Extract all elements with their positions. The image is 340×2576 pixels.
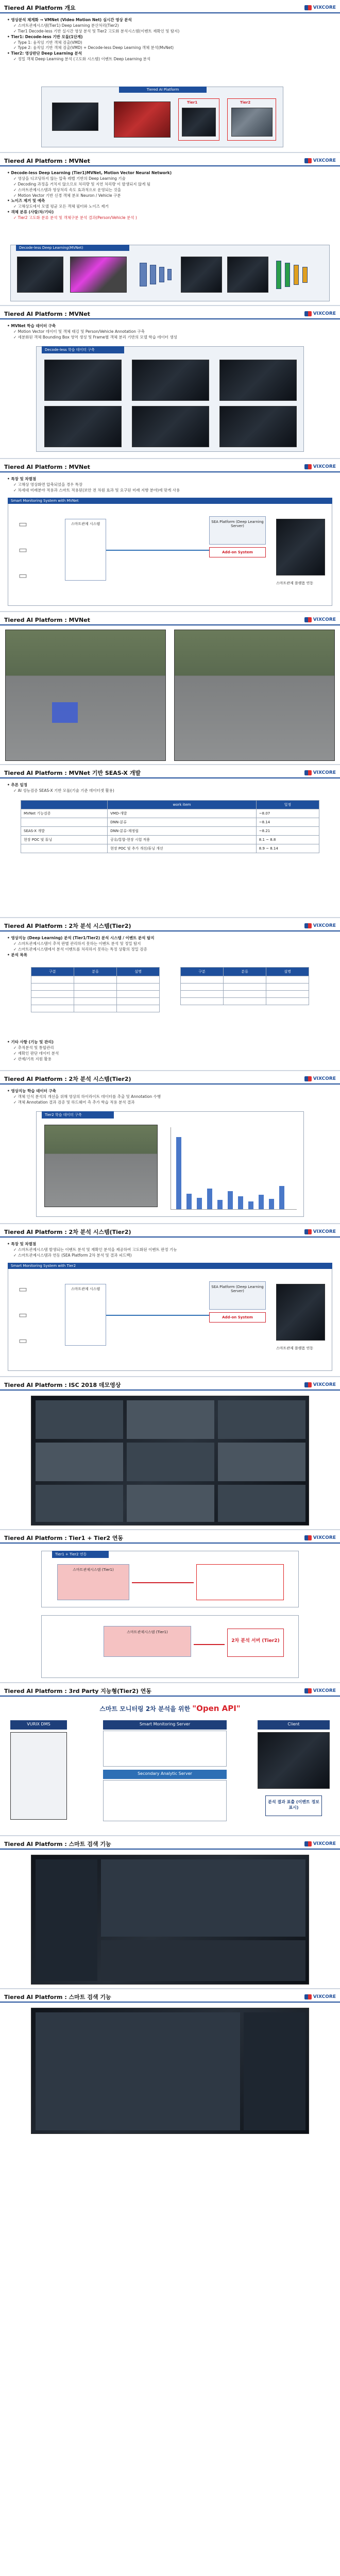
logo-mark-icon xyxy=(304,158,312,163)
bullet: • 객체 분류 (사람/차/기타) xyxy=(7,210,54,215)
system-diagram xyxy=(8,498,332,606)
annotation-image xyxy=(44,1125,158,1207)
bullet: • 기타 사항 (기능 및 관리) xyxy=(7,1040,54,1044)
result-box: 분석 결과 표출 (이벤트 정보 표시) xyxy=(265,1795,322,1816)
demo-image-right xyxy=(174,630,335,761)
output-frame xyxy=(181,257,222,293)
bullet: ✓ 세분화된 객체 Bounding Box 영역 생성 및 Frame별 객체 분리 기반의 모델 학습 데이터 생성 xyxy=(13,334,177,340)
open-api-headline: 스마트 모니터링 2차 분석을 위한 "Open API" xyxy=(99,1704,241,1713)
table-row: SEAS-X 개발 DNN-분류-재정립 ~8.21 xyxy=(21,827,319,836)
mvnet-diagram xyxy=(10,245,330,301)
bullet: ✓ Type 2: 움직임 기반 객체 검출(VMD) + Decode-less Deep Learning 객체 분석(MvNet) xyxy=(13,45,174,50)
smart-monitoring-system: 스마트관제 시스템 xyxy=(65,519,106,581)
table-header-row: work item 일정 xyxy=(21,801,319,809)
bullet: • 영상지능 (Deep Learning) 분석 (Tier1/Tier2) 분석 시스템 / 이벤트 분석 탐지 xyxy=(7,936,155,940)
heatmap-image xyxy=(114,101,171,138)
bullet: ✓ AI 성능검증 SEAS-X 기반 모듈(기술 기준 데이터셋 활용) xyxy=(13,788,114,793)
slide-isc-demo xyxy=(0,1377,340,1530)
vms-label: VURIX DMS xyxy=(10,1720,67,1730)
slide-title: Tiered AI Platform : 스마트 검색 기능 xyxy=(4,1994,111,2001)
training-data-diagram xyxy=(36,346,304,452)
company-logo: VIXCORE xyxy=(304,1841,336,1846)
slide-header xyxy=(0,459,340,472)
slide-header xyxy=(0,765,340,778)
company-logo: VIXCORE xyxy=(304,1229,336,1234)
bullet: • Tier1: Decode-less 기반 모듈(1단계) xyxy=(7,34,83,39)
diagram-label: Decode-less Deep Learning(MVNet) xyxy=(16,245,129,251)
slide-mvnet-demo xyxy=(0,612,340,765)
schedule-table xyxy=(21,800,319,853)
search-filter-panel xyxy=(244,2012,305,2130)
slide-title: Tiered AI Platform : Tier1 + Tier2 연동 xyxy=(4,1535,124,1541)
bullet: ✓ 고해상 영상화면 압축되었을 경우 특장 xyxy=(13,482,83,487)
slide-header xyxy=(0,1071,340,1084)
bullet: ✓ 객체 인식 분석의 개선을 위해 영상의 하이라이트 데이터를 추출 및 Annotation 수행 xyxy=(13,1094,161,1099)
tier2-image xyxy=(231,108,273,137)
bullet: ✓ 추적분석 및 통합관리 xyxy=(13,1045,54,1050)
diagram-label: Tiered AI Platform xyxy=(119,87,207,93)
logo-mark-icon xyxy=(304,923,312,928)
bullet-list xyxy=(0,778,340,794)
camera-icon: ▭ xyxy=(19,1335,28,1346)
logo-mark-icon xyxy=(304,617,312,622)
analysis-table-right: 구분 분류 설명 xyxy=(180,967,309,1005)
bullet-list xyxy=(0,1084,340,1106)
bullet: ✓ 스마트관제시스템이 추적 판별 관리하지 못하는 이벤트 분석 및 정밀 탐지 xyxy=(13,941,141,946)
layer-block xyxy=(167,269,172,280)
camera-icon: ▭ xyxy=(19,1284,28,1295)
smart-monitoring-system: 스마트관제 시스템 xyxy=(65,1284,106,1346)
sas-box xyxy=(103,1780,227,1821)
slide-smart-search-1 xyxy=(0,1836,340,1989)
bullet: ✓ 스마트관제시스템과 영상처리 속도 효과적으로 운영되는 것을 xyxy=(13,187,121,192)
slide-title: Tiered AI Platform : 스마트 검색 기능 xyxy=(4,1841,111,1848)
system-diagram xyxy=(8,1263,332,1371)
slide-header xyxy=(0,918,340,931)
platform-link-label: 스마트관제 플랫폼 연동 xyxy=(276,1346,314,1350)
data-frame xyxy=(44,360,122,401)
data-frame xyxy=(132,360,209,401)
slide-open-api xyxy=(0,1683,340,1836)
bullet: ✓ 정밀 객체 Deep Learning 분석 (고도화 시스템) 이벤트 Deep Learning 분석 xyxy=(13,57,151,62)
logo-mark-icon xyxy=(304,1994,312,1999)
search-results xyxy=(36,2012,240,2130)
bullet-list xyxy=(0,931,340,958)
tier2-frame xyxy=(196,1564,284,1600)
data-frame xyxy=(219,360,297,401)
slide-tier-link xyxy=(0,1530,340,1683)
tier1-system-box: 스마트관제시스템 (Tier1) xyxy=(57,1564,129,1600)
client-screen xyxy=(276,1284,325,1341)
logo-mark-icon xyxy=(304,1229,312,1234)
demo-video-grid[interactable] xyxy=(31,1396,309,1526)
bullet: ✓ 스마트관제시스템에서 분석 이벤트를 처리하지 못하는 특정 상황의 정밀 검증 xyxy=(13,946,147,952)
flow-arrow xyxy=(106,550,209,551)
slide-tier2-overview xyxy=(0,918,340,1071)
slide-title: Tiered AI Platform : ISC 2018 데모영상 xyxy=(4,1382,121,1388)
bullet: ✓ Motion Vector 기반 신경 객체 분포 Neuron / Vehicle 구분 xyxy=(13,193,121,198)
company-logo: VIXCORE xyxy=(304,1688,336,1693)
bullet: • 영상분석 체계화 → VMNet (Video Motion Net) 실시간 영상 분석 xyxy=(7,18,132,22)
bullet: ✓ 스마트관제시스템과 연동 (SEA Platform 2차 분석 및 결과 피드백) xyxy=(13,1252,132,1258)
bullet: • MVNet 학습 데이터 구축 xyxy=(7,324,56,328)
slide-header xyxy=(0,1989,340,2003)
data-frame xyxy=(44,406,122,447)
input-frame xyxy=(17,257,63,293)
camera-list xyxy=(10,1732,67,1820)
layer-block xyxy=(140,263,147,286)
logo-mark-icon xyxy=(304,1841,312,1846)
slide-title: Tiered AI Platform : MVNet xyxy=(4,616,90,623)
logo-mark-icon xyxy=(304,770,312,775)
bullet: ✓ Decoding 과정을 거치지 않으므로 처리량 및 지연 처리량 이 발생되지 않게 됨 xyxy=(13,181,150,187)
tier1-system-box: 스마트관제시스템 (Tier1) xyxy=(104,1626,191,1657)
slide-title: Tiered AI Platform : 2차 분석 시스템(Tier2) xyxy=(4,923,131,929)
logo-mark-icon xyxy=(304,464,312,469)
flow-arrow xyxy=(106,1315,209,1316)
bullet-list xyxy=(0,13,340,62)
search-timeline xyxy=(101,1940,305,1981)
slide-smart-search-2 xyxy=(0,1989,340,2138)
slide-header xyxy=(0,1683,340,1697)
data-frame xyxy=(132,406,209,447)
diagram-label: Tier2 학습 데이터 구축 xyxy=(42,1111,114,1118)
company-logo: VIXCORE xyxy=(304,158,336,163)
bullet: ✓ Motion Vector 데이터 및 객체 태깅 및 Person/Vehicle Annotation 구축 xyxy=(13,329,145,334)
layer-block xyxy=(150,265,156,284)
add-on-system-box: Add-on System xyxy=(209,1312,266,1323)
bullet-list-extra xyxy=(0,1036,66,1062)
company-logo: VIXCORE xyxy=(304,1994,336,1999)
flow-arrow xyxy=(194,1644,225,1645)
bar-graph xyxy=(171,1127,297,1210)
bullet: ✓ 영상을 디코딩하지 않는 압축 레벨 기반의 Deep Learning 기술 xyxy=(13,176,126,181)
company-logo: VIXCORE xyxy=(304,5,336,10)
logo-mark-icon xyxy=(304,1535,312,1540)
slide-title: Tiered AI Platform : 2차 분석 시스템(Tier2) xyxy=(4,1229,131,1235)
company-logo: VIXCORE xyxy=(304,1076,336,1081)
diagram-bar: Smart Monitoring System with MVNet xyxy=(8,498,332,504)
bullet: ✓ 차세대 미래분야 적용과 스마트 적용된(보안 전 차원 효과 및 요구된 미래 지향 분야)에 맞게 사용 xyxy=(13,487,180,493)
bullet-list xyxy=(0,319,340,341)
search-results xyxy=(101,1859,305,1937)
bullet: ✓ 관제/기록 지원 활용 xyxy=(13,1056,52,1061)
bullet: • Tier2: 영상판단 Deep Learning 분석 xyxy=(7,51,82,56)
bullet: • 특장 및 차별점 xyxy=(7,477,37,481)
sas-label: Secondary Analytic Server xyxy=(103,1770,227,1779)
bullet: • Decode-less Deep Learning (Tier1)MVNet, Motion Vector Neural Network) xyxy=(7,171,172,175)
company-logo: VIXCORE xyxy=(304,311,336,316)
bullet: ✓ 고해상도에서 모델 평균 모든 객체 필터와 노이즈 제거 xyxy=(13,204,109,209)
tier-link-diagram-top xyxy=(41,1551,299,1607)
search-screen[interactable] xyxy=(31,1855,309,1985)
camera-icon: ▭ xyxy=(19,1310,28,1320)
logo-mark-icon xyxy=(304,311,312,316)
company-logo: VIXCORE xyxy=(304,1535,336,1540)
logo-mark-icon xyxy=(304,1076,312,1081)
tier2-label: Tier2 xyxy=(240,100,251,105)
layer-block xyxy=(159,267,164,282)
bullet: ✓ 스마트관제시스템 발생되는 이벤트 분석 및 재확인 분석을 제공하여 고도화된 이벤트 판정 기능 xyxy=(13,1247,177,1252)
company-logo: VIXCORE xyxy=(304,464,336,469)
tier1-label: Tier1 xyxy=(187,100,198,105)
sea-platform-box: SEA Platform (Deep Learning Server) xyxy=(209,516,266,545)
client-screen xyxy=(258,1732,330,1789)
bullet: ✓ Tier1 Decode-less 기반 실시간 영상 분석 및 Tier2 고도화 분석시스템(이벤트 재확인 및 탐지) xyxy=(13,28,180,33)
company-logo: VIXCORE xyxy=(304,770,336,775)
platform-link-label: 스마트관제 플랫폼 연동 xyxy=(276,581,314,585)
slide-mvnet-data xyxy=(0,306,340,459)
search-sidebar xyxy=(36,1859,97,1981)
data-frame xyxy=(219,406,297,447)
slide-seas-x xyxy=(0,765,340,918)
slide-mvnet-system xyxy=(0,459,340,612)
slide-title: Tiered AI Platform : MVNet xyxy=(4,463,90,470)
diagram-label: Decode-less 학습 데이터 구축 xyxy=(42,346,124,353)
slide-title: Tiered AI Platform : MVNet 기반 SEAS-X 개발 xyxy=(4,770,141,776)
diagram-label: Tier1 + Tier2 연동 xyxy=(52,1551,109,1558)
slide-overview xyxy=(0,0,340,153)
tier2-data-diagram xyxy=(36,1111,304,1217)
sms-box xyxy=(103,1731,227,1767)
tier1-image xyxy=(182,108,216,137)
client-label: Client xyxy=(258,1720,330,1730)
motion-vector-image xyxy=(70,257,127,293)
tier-link-diagram-bottom xyxy=(41,1615,299,1678)
table-row: DNN-분류 ~8.14 xyxy=(21,818,319,827)
bullet: • 추론 일정 xyxy=(7,783,27,787)
client-screen xyxy=(276,519,325,575)
table-row: 현장 POC 및 추가 개선/튜닝 개선 8.9 ~ 8.14 xyxy=(21,844,319,853)
slide-header xyxy=(0,612,340,625)
bullet: • 분석 목록 xyxy=(7,952,27,957)
diagram-bar: Smart Monitoring System with Tier2 xyxy=(8,1263,332,1269)
layer-block xyxy=(276,261,281,289)
bullet: ✓ Tier2 고도화 분류 분석 및 객체구분 분석 결과(Person/Vehicle 분석 ) xyxy=(13,215,137,220)
bullet: • 영상지능 학습 데이터 구축 xyxy=(7,1089,56,1093)
layer-block xyxy=(302,267,308,283)
company-logo: VIXCORE xyxy=(304,923,336,928)
table-row: MVNet 기능검증 VMD-개발 ~8.07 xyxy=(21,809,319,818)
flow-arrow xyxy=(132,1582,194,1583)
logo-mark-icon xyxy=(304,1688,312,1693)
slide-tier2-system xyxy=(0,1224,340,1377)
camera-icon: ▭ xyxy=(19,545,28,555)
slide-header xyxy=(0,153,340,166)
logo-mark-icon xyxy=(304,1382,312,1387)
slide-title: Tiered AI Platform : 3rd Party 지능형(Tier2) 연동 xyxy=(4,1688,152,1694)
sea-platform-box: SEA Platform (Deep Learning Server) xyxy=(209,1281,266,1310)
layer-block xyxy=(294,265,299,285)
bullet: ✓ 재확인 판단 데이터 분석 xyxy=(13,1050,59,1056)
slide-mvnet xyxy=(0,153,340,306)
bullet: ✓ 객체 Annotation 결과 검증 및 하드웨어 측 추가 학습 적용 분석 결과 xyxy=(13,1099,135,1105)
slide-header xyxy=(0,306,340,319)
logo-mark-icon xyxy=(304,5,312,10)
company-logo: VIXCORE xyxy=(304,1382,336,1387)
bullet-list xyxy=(0,166,340,221)
analysis-table-left: 구분 분류 설명 xyxy=(31,967,160,1012)
table-row: 현장 POC 및 튜닝 공유/통합-현장 시험 적용 8.1 ~ 8.8 xyxy=(21,836,319,844)
company-logo: VIXCORE xyxy=(304,617,336,622)
bullet: ✓ 스마트관제시스템(Tier1) Deep Learning 분산처리(Tier2) xyxy=(13,23,119,28)
camera-icon: ▭ xyxy=(19,570,28,581)
bullet: • 노이즈 제거 및 예측 xyxy=(7,198,45,204)
sms-label: Smart Monitoring Server xyxy=(103,1720,227,1730)
output-frame xyxy=(227,257,268,293)
slide-title: Tiered AI Platform : MVNet xyxy=(4,310,90,317)
bullet-list xyxy=(0,472,340,494)
slide-header xyxy=(0,0,340,13)
layer-block xyxy=(285,263,290,287)
slide-title: Tiered AI Platform : 2차 분석 시스템(Tier2) xyxy=(4,1076,131,1082)
bullet-list xyxy=(0,1238,340,1259)
slide-header xyxy=(0,1530,340,1544)
slide-header xyxy=(0,1224,340,1238)
demo-image-left xyxy=(5,630,166,761)
slide-title: Tiered AI Platform 개요 xyxy=(4,5,76,11)
bullet: • 특장 및 차별점 xyxy=(7,1242,37,1246)
slide-title: Tiered AI Platform : MVNet xyxy=(4,157,90,164)
slide-header xyxy=(0,1377,340,1391)
slide-tier2-data xyxy=(0,1071,340,1224)
slide-header xyxy=(0,1836,340,1850)
tier2-server-box: 2차 분석 서버 (Tier2) xyxy=(227,1629,284,1657)
bullet: ✓ Type 1: 움직임 기반 객체 검출(VMD) xyxy=(13,40,82,45)
search-screen[interactable] xyxy=(31,2008,309,2134)
add-on-system-box: Add-on System xyxy=(209,547,266,557)
camera-icon: ▭ xyxy=(19,519,28,530)
detection-overlay xyxy=(52,702,78,723)
camera-image xyxy=(52,103,98,131)
platform-diagram xyxy=(41,87,283,147)
